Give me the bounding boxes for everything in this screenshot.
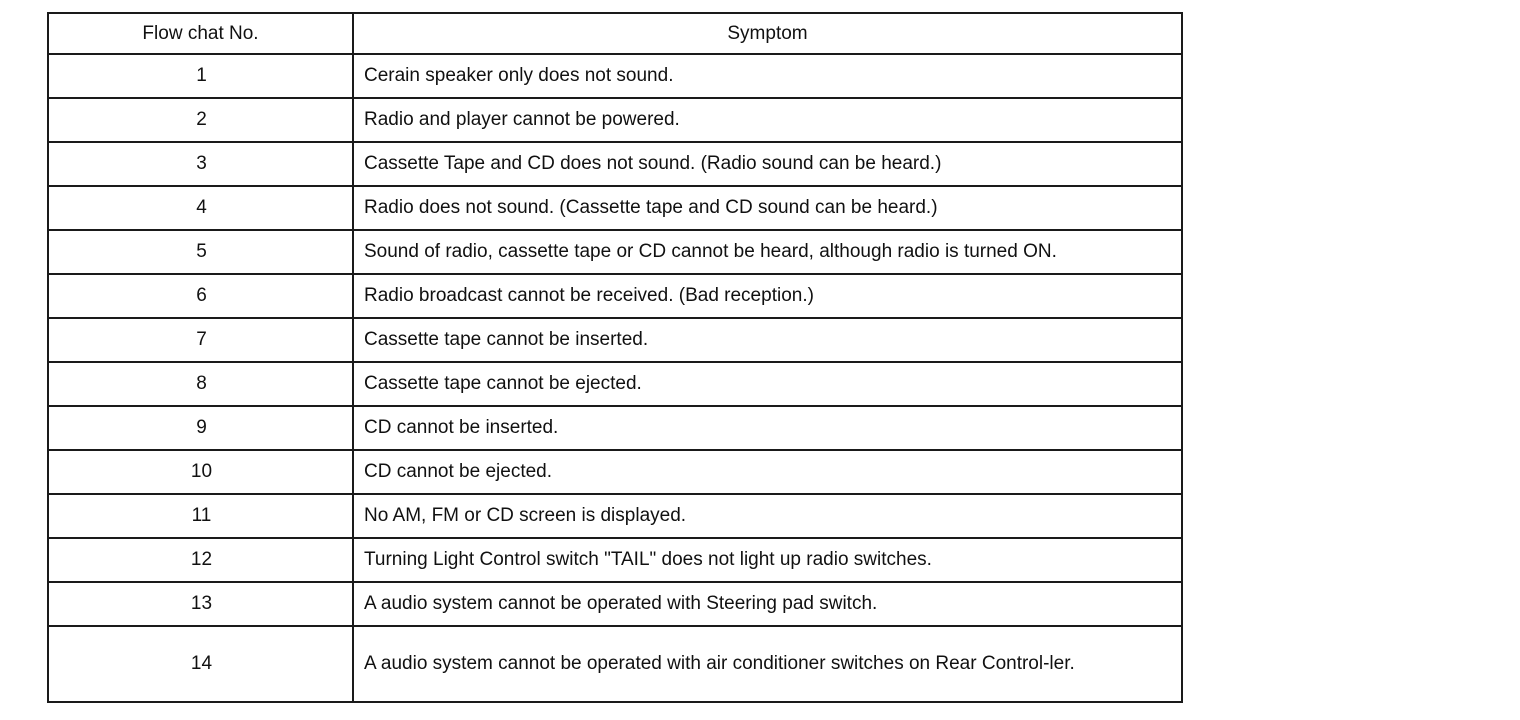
flow-chart-no-cell: 5 (48, 230, 353, 274)
header-flow-chart-no: Flow chat No. (48, 13, 353, 54)
symptom-cell: CD cannot be inserted. (353, 406, 1182, 450)
table-row (48, 230, 1182, 274)
table-row (48, 186, 1182, 230)
symptom-cell: A audio system cannot be operated with Steering pad switch. (353, 582, 1182, 626)
symptom-cell: Radio broadcast cannot be received. (Bad reception.) (353, 274, 1182, 318)
table-row (48, 538, 1182, 582)
table-header-row (48, 13, 1182, 54)
flow-chart-no-cell: 14 (48, 626, 353, 702)
flow-chart-no-cell: 12 (48, 538, 353, 582)
symptom-cell: Cassette tape cannot be ejected. (353, 362, 1182, 406)
symptom-cell: Cassette tape cannot be inserted. (353, 318, 1182, 362)
table-row (48, 54, 1182, 98)
symptom-cell: Radio does not sound. (Cassette tape and CD sound can be heard.) (353, 186, 1182, 230)
flow-chart-no-cell: 11 (48, 494, 353, 538)
symptom-table (47, 12, 1183, 703)
header-symptom: Symptom (353, 13, 1182, 54)
symptom-cell: CD cannot be ejected. (353, 450, 1182, 494)
table-row (48, 142, 1182, 186)
flow-chart-no-cell: 7 (48, 318, 353, 362)
table-row (48, 362, 1182, 406)
symptom-cell: Sound of radio, cassette tape or CD cannot be heard, although radio is turned ON. (353, 230, 1182, 274)
table-row (48, 406, 1182, 450)
symptom-cell: No AM, FM or CD screen is displayed. (353, 494, 1182, 538)
symptom-cell: Turning Light Control switch "TAIL" does not light up radio switches. (353, 538, 1182, 582)
flow-chart-no-cell: 6 (48, 274, 353, 318)
symptom-cell: Cerain speaker only does not sound. (353, 54, 1182, 98)
flow-chart-no-cell: 1 (48, 54, 353, 98)
flow-chart-no-cell: 8 (48, 362, 353, 406)
symptom-table-container (47, 12, 1181, 703)
table-row (48, 626, 1182, 702)
symptom-cell: Radio and player cannot be powered. (353, 98, 1182, 142)
flow-chart-no-cell: 9 (48, 406, 353, 450)
symptom-cell: A audio system cannot be operated with air conditioner switches on Rear Control-ler. (353, 626, 1182, 702)
flow-chart-no-cell: 10 (48, 450, 353, 494)
flow-chart-no-cell: 4 (48, 186, 353, 230)
flow-chart-no-cell: 13 (48, 582, 353, 626)
table-row (48, 494, 1182, 538)
table-row (48, 274, 1182, 318)
flow-chart-no-cell: 3 (48, 142, 353, 186)
table-row (48, 582, 1182, 626)
table-row (48, 450, 1182, 494)
symptom-cell: Cassette Tape and CD does not sound. (Radio sound can be heard.) (353, 142, 1182, 186)
flow-chart-no-cell: 2 (48, 98, 353, 142)
table-row (48, 318, 1182, 362)
table-row (48, 98, 1182, 142)
